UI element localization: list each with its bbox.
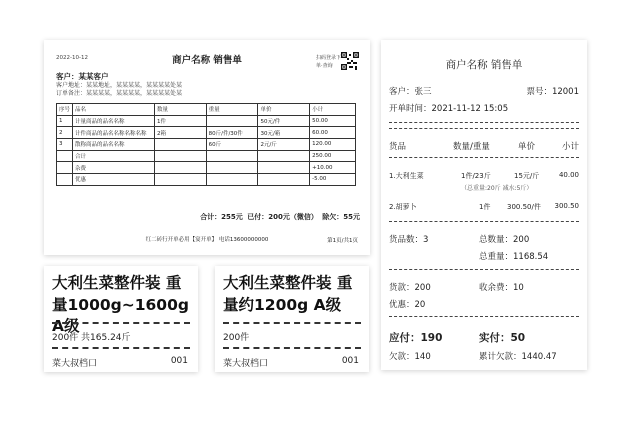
table-cell [57, 162, 73, 174]
table-cell: 2箱 [154, 127, 206, 139]
table-row [57, 174, 356, 186]
scan-hint-line: 扫码登录下 [316, 55, 342, 61]
ticket-number: 票号：12001 [526, 87, 579, 97]
column-header: 单价 [518, 142, 536, 152]
table-cell [154, 150, 206, 162]
column-header: 小计 [561, 142, 579, 152]
table-cell: 250.00 [310, 150, 356, 162]
table-cell [258, 162, 310, 174]
item-name: 1.大利生菜 [389, 172, 424, 180]
receipt-date: 2022-10-12 [56, 55, 88, 61]
item-name: 2.胡萝卜 [389, 203, 417, 211]
dashed-divider [389, 316, 579, 317]
item-subtotal: 40.00 [558, 171, 579, 179]
product-quantity: 200件 共165.24斤 [52, 333, 131, 343]
customer-address: 客户地址：某某地址，某某某某，某某某某处某 [56, 82, 183, 89]
table-cell: +10.00 [310, 162, 356, 174]
cumulative-owed: 累计欠款：1440.47 [479, 352, 557, 362]
label-number: 001 [341, 356, 359, 366]
item-subtotal: 300.50 [554, 202, 579, 210]
open-time: 开单时间：2021-11-12 15:05 [389, 104, 509, 114]
table-cell: 50.00 [310, 115, 356, 127]
table-row [57, 162, 356, 174]
item-qty: 1件/23斤 [461, 172, 491, 180]
total-quantity: 总数量：200 [479, 235, 530, 245]
item-note: （总重量:20斤 减水:5斤） [461, 185, 533, 192]
dashed-divider [52, 322, 190, 324]
product-quantity: 200件 [223, 333, 250, 343]
table-cell: 计件商品的品名名称名称名称 [73, 127, 155, 139]
table-cell: 优惠 [73, 174, 155, 186]
item-price: 300.50/件 [507, 203, 541, 211]
table-cell: 1 [57, 115, 73, 127]
dashed-divider [52, 347, 190, 349]
product-label-2 [215, 266, 369, 372]
table-cell [57, 150, 73, 162]
customer-name: 客户：张三 [389, 87, 432, 97]
freight-amount: 货款：200 [389, 283, 431, 293]
dashed-divider [389, 122, 579, 123]
table-header-cell: 序号 [57, 104, 73, 116]
table-cell [258, 150, 310, 162]
table-cell: 2元/斤 [258, 139, 310, 151]
table-cell [154, 162, 206, 174]
table-cell: 3 [57, 139, 73, 151]
table-cell: 30元/箱 [258, 127, 310, 139]
table-header-cell: 小计 [310, 104, 356, 116]
table-cell: 1件 [154, 115, 206, 127]
table-cell: 60斤 [206, 139, 258, 151]
table-cell: 散称商品的品名名称 [73, 139, 155, 151]
column-header: 数量/重量 [453, 142, 490, 152]
dashed-divider [389, 221, 579, 222]
table-cell: 50元/件 [258, 115, 310, 127]
receipt-totals: 合计：255元 已付：200元（微信） 除欠：55元 [200, 213, 360, 221]
page-number: 第1页/共1页 [327, 238, 358, 244]
label-number: 001 [170, 356, 188, 366]
thermal-sales-receipt [381, 40, 587, 370]
customer-name: 客户：某某客户 [56, 72, 109, 81]
table-cell [154, 139, 206, 151]
extra-fee: 收余费：10 [479, 283, 524, 293]
dashed-divider [389, 269, 579, 270]
table-header-cell: 数量 [154, 104, 206, 116]
receipt-footer: 红二砖行开单必用【宴开单】 电话13600000000 [145, 237, 269, 243]
product-name: 大利生菜整件装 重量约1200g A级 [223, 274, 353, 314]
items-table [56, 103, 356, 186]
table-cell [206, 115, 258, 127]
scan-hint [316, 54, 344, 70]
dashed-divider [389, 157, 579, 158]
product-label-1 [44, 266, 198, 372]
product-name: 大利生菜整件装 重量1000g~1600g A级 [52, 274, 189, 336]
table-cell [206, 162, 258, 174]
table-header-row [57, 104, 356, 116]
table-cell [57, 174, 73, 186]
table-row [57, 150, 356, 162]
table-cell [206, 150, 258, 162]
qr-code-icon[interactable] [341, 52, 359, 70]
table-header-cell: 单价 [258, 104, 310, 116]
order-note: 订单备注：某某某某，某某某某，某某某某处某 [56, 90, 183, 98]
table-cell: 80斤/件/30件 [206, 127, 258, 139]
table-row [57, 115, 356, 127]
amount-owed: 欠款：140 [389, 352, 431, 362]
table-cell [258, 174, 310, 186]
table-cell [154, 174, 206, 186]
table-cell: 2 [57, 127, 73, 139]
customer-meta [56, 82, 236, 98]
amount-due: 应付：190 [389, 332, 443, 344]
total-weight: 总重量：1168.54 [479, 252, 549, 262]
table-cell: 60.00 [310, 127, 356, 139]
receipt-title: 商户名称 销售单 [172, 55, 242, 66]
table-cell: 计量商品的品名名称 [73, 115, 155, 127]
a4-sales-receipt [44, 40, 370, 255]
discount: 优惠：20 [389, 300, 426, 310]
table-row [57, 127, 356, 139]
amount-paid: 实付：50 [479, 332, 526, 344]
table-row [57, 139, 356, 151]
table-header-cell: 品名 [73, 104, 155, 116]
stall-name: 菜大叔档口 [52, 359, 98, 369]
goods-count: 货品数：3 [389, 235, 429, 245]
table-cell: -5.00 [310, 174, 356, 186]
table-cell: 120.00 [310, 139, 356, 151]
item-qty: 1件 [479, 203, 491, 211]
table-cell: 杂费 [73, 162, 155, 174]
dashed-divider [223, 322, 361, 324]
table-cell: 合计 [73, 150, 155, 162]
receipt-title: 商户名称 销售单 [445, 59, 523, 71]
table-header-cell: 重量 [206, 104, 258, 116]
table-cell [206, 174, 258, 186]
column-header: 货品 [389, 142, 407, 152]
dashed-divider [389, 128, 579, 129]
dashed-divider [223, 347, 361, 349]
stall-name: 菜大叔档口 [223, 359, 269, 369]
scan-hint-line: 单·查询 [316, 63, 333, 69]
item-price: 15元/斤 [514, 172, 540, 180]
